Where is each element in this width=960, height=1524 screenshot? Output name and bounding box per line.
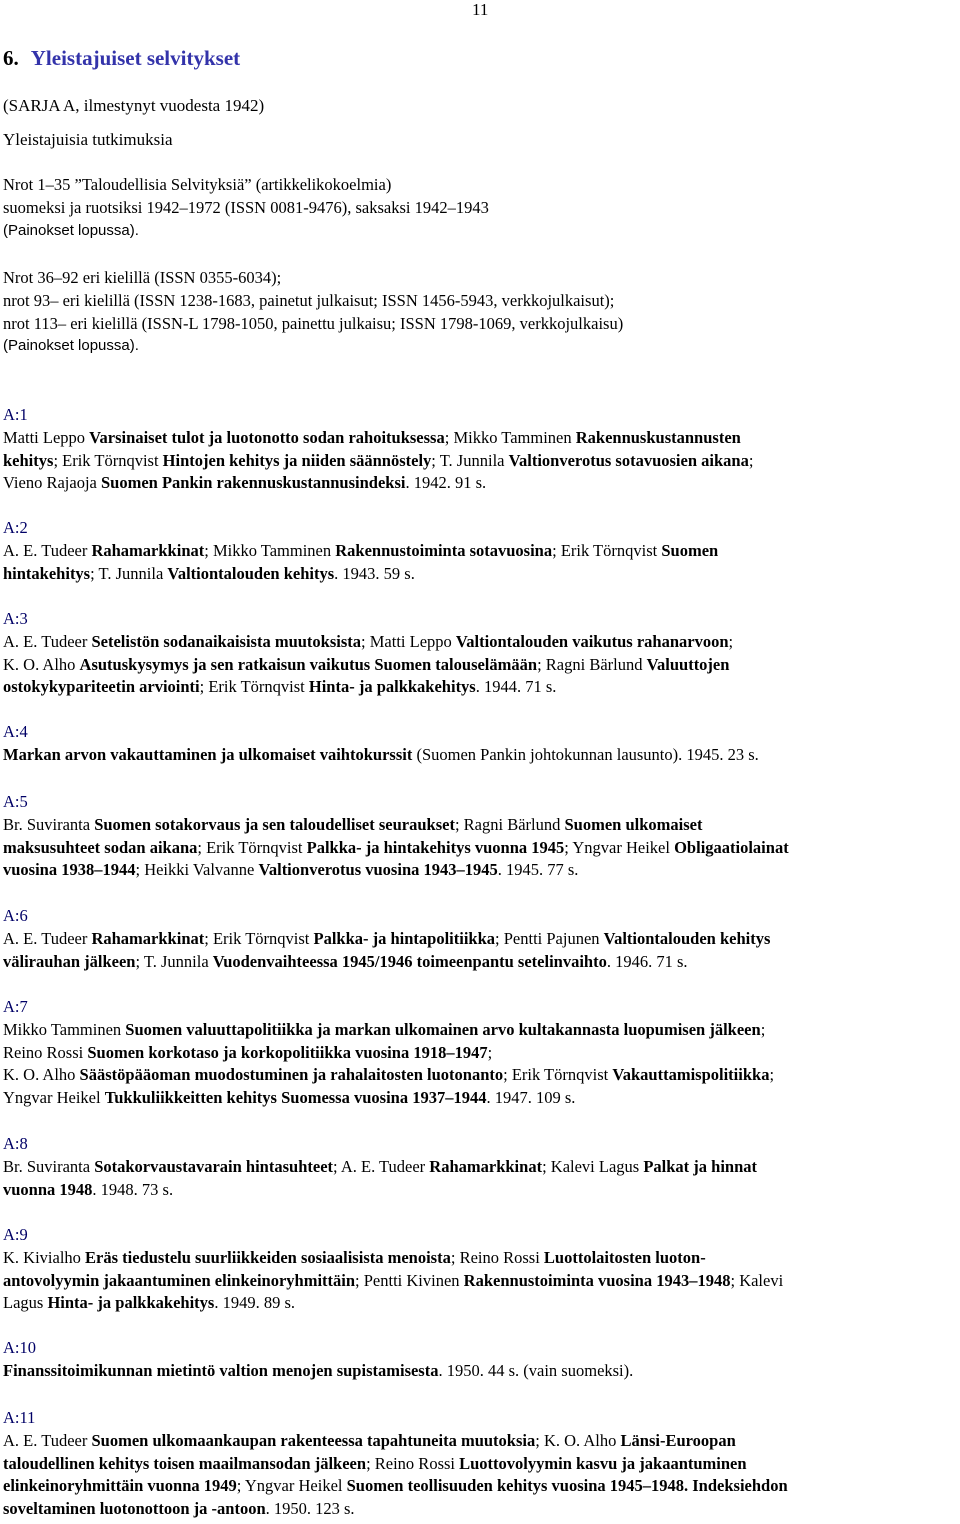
author-text: ; Reino Rossi: [366, 1453, 460, 1473]
intro2-line: nrot 113– eri kielillä (ISSN-L 1798-1050, painettu julkaisu; ISSN 1798-1069, verkkojulkaisu): [3, 313, 624, 333]
entry-line: [3, 859, 578, 882]
author-text: K. O. Alho: [3, 654, 80, 674]
publication-title: Suomen valuuttapolitiikka ja markan ulkomainen arvo kultakannasta luopumisen jälkeen: [125, 1019, 761, 1039]
entry-line: [3, 450, 753, 473]
publication-title: Valtiontalouden kehitys: [167, 563, 335, 583]
entry-label: A:3: [3, 609, 28, 628]
author-text: Br. Suviranta: [3, 814, 95, 834]
publication-title: Valuuttojen: [646, 654, 730, 674]
entry-line: [3, 951, 688, 974]
author-text: ; T. Junnila: [431, 450, 509, 470]
publication-title: Rakennustoiminta sotavuosina: [335, 540, 553, 560]
author-text: ; A. E. Tudeer: [333, 1156, 430, 1176]
author-text: A. E. Tudeer: [3, 540, 92, 560]
entry-line: [3, 1064, 774, 1087]
publication-title: Rahamarkkinat: [91, 540, 205, 560]
entry-line: [3, 1270, 783, 1293]
entry-line: [3, 1179, 173, 1202]
entry-label: A:6: [3, 906, 28, 925]
entry-label: A:8: [3, 1134, 28, 1153]
entry-line: [3, 676, 556, 699]
publication-title: Valtiontalouden kehitys: [603, 928, 771, 948]
author-text: . 1948. 73 s.: [92, 1179, 174, 1199]
author-text: ; Erik Törnqvist: [552, 540, 662, 560]
entry-line: [3, 563, 415, 586]
intro2-line: nrot 93– eri kielillä (ISSN 1238-1683, painetut julkaisut; ISSN 1456-5943, verkkojulkaisut);: [3, 290, 615, 310]
author-text: ; Mikko Tamminen: [444, 427, 576, 447]
publication-title: Luottolaitosten luoton-: [543, 1247, 706, 1267]
series-heading: (SARJA A, ilmestynyt vuodesta 1942): [3, 96, 265, 115]
entry-line: [3, 744, 759, 767]
author-text: Reino Rossi: [3, 1042, 88, 1062]
publication-title: Suomen teollisuuden kehitys vuosina 1945–1948.: [346, 1476, 689, 1496]
author-text: A. E. Tudeer: [3, 631, 92, 651]
entry-label: A:4: [3, 722, 28, 741]
entry-line: [3, 1042, 492, 1065]
author-text: ; Yngvar Heikel: [564, 837, 675, 857]
author-text: K. O. Alho: [3, 1065, 80, 1085]
entry-line: [3, 1430, 736, 1453]
author-text: . 1945. 77 s.: [497, 860, 579, 880]
author-text: Br. Suviranta: [3, 1156, 95, 1176]
entry-line: [3, 1453, 747, 1476]
publication-title: Hintojen kehitys ja niiden säännöstely: [162, 450, 432, 470]
author-text: . 1949. 89 s.: [214, 1293, 295, 1313]
publication-title: Rakennuskustannusten: [575, 427, 741, 447]
publication-title: kehitys: [3, 450, 54, 470]
entry-line: [3, 928, 770, 951]
entry-line: [3, 631, 733, 654]
publication-title: Indeksiehdon: [692, 1476, 788, 1496]
author-text: ; Erik Törnqvist: [503, 1065, 613, 1085]
author-text: ; Matti Leppo: [361, 631, 456, 651]
publication-title: Finanssitoimikunnan mietintö valtion menojen supistamisesta: [3, 1360, 439, 1380]
publication-title: ostokykypariteetin arviointi: [3, 677, 200, 697]
intro1-line: (Painokset lopussa).: [3, 221, 139, 239]
publication-title: Länsi-Euroopan: [620, 1430, 736, 1450]
entry-line: [3, 1292, 295, 1315]
publication-title: Rakennustoiminta vuosina 1943–1948: [463, 1270, 731, 1290]
entry-line: [3, 1498, 355, 1521]
author-text: Yngvar Heikel: [3, 1088, 105, 1108]
publication-title: vuosina 1938–1944: [3, 860, 136, 880]
author-text: ;: [728, 631, 734, 651]
publication-title: Valtionverotus sotavuosien aikana: [508, 450, 749, 470]
entry-label: A:2: [3, 518, 28, 537]
publication-title: antovolyymin jakaantuminen elinkeinoryhmittäin: [3, 1270, 356, 1290]
entry-line: [3, 427, 741, 450]
author-text: ; K. O. Alho: [535, 1430, 621, 1450]
section-heading: [3, 46, 240, 71]
author-text: . 1950. 44 s. (vain suomeksi).: [438, 1360, 634, 1380]
publication-title: Tukkuliikkeitten kehitys Suomessa vuosina 1937–1944: [104, 1088, 487, 1108]
entry-label: A:11: [3, 1408, 36, 1427]
publication-title: Vuodenvaihteessa 1945/1946 toimeenpantu setelinvaihto: [212, 951, 607, 971]
author-text: ; T. Junnila: [135, 951, 213, 971]
publication-title: Sotakorvaustavarain hintasuhteet: [94, 1156, 334, 1176]
entry-line: [3, 814, 702, 837]
entry-label: A:1: [3, 405, 28, 424]
publication-title: Suomen korkotaso ja korkopolitiikka vuosina 1918–1947: [87, 1042, 488, 1062]
author-text: Vieno Rajaoja: [3, 473, 101, 493]
publication-title: Suomen Pankin rakennuskustannusindeksi: [100, 473, 406, 493]
author-text: ;: [487, 1042, 493, 1062]
publication-title: Valtionverotus vuosina 1943–1945: [258, 860, 498, 880]
entry-line: [3, 1087, 575, 1110]
publication-title: soveltaminen luotonottoon ja -antoon: [3, 1499, 266, 1519]
entry-line: [3, 1019, 765, 1042]
publication-title: Palkka- ja hintapolitiikka: [313, 928, 496, 948]
publication-title: elinkeinoryhmittäin vuonna 1949: [3, 1476, 237, 1496]
publication-title: Obligaatiolainat: [674, 837, 789, 857]
author-text: ; Ragni Bärlund: [537, 654, 647, 674]
author-text: K. Kivialho: [3, 1247, 86, 1267]
publication-title: Eräs tiedustelu suurliikkeiden sosiaalisista menoista: [85, 1247, 451, 1267]
publication-title: välirauhan jälkeen: [3, 951, 136, 971]
publication-title: Vakauttamispolitiikka: [612, 1065, 770, 1085]
publication-title: Hinta- ja palkkakehitys: [308, 677, 476, 697]
publication-title: Suomen: [661, 540, 719, 560]
author-text: Lagus: [3, 1293, 48, 1313]
publication-title: vuonna 1948: [3, 1179, 93, 1199]
author-text: ;: [748, 450, 754, 470]
entry-line: [3, 1475, 788, 1498]
entry-label: A:10: [3, 1338, 36, 1357]
publication-title: Suomen ulkomaankaupan rakenteessa tapahtuneita muutoksia: [91, 1430, 536, 1450]
entry-line: [3, 837, 789, 860]
publication-title: Setelistön sodanaikaisista muutoksista: [91, 631, 362, 651]
intro1-line: suomeksi ja ruotsiksi 1942–1972 (ISSN 0081-9476), saksaksi 1942–1943: [3, 197, 489, 217]
intro2-line: Nrot 36–92 eri kielillä (ISSN 0355-6034);: [3, 268, 282, 287]
entry-line: [3, 1156, 757, 1179]
publication-title: Palkat ja hinnat: [643, 1156, 758, 1176]
author-text: ; Mikko Tamminen: [204, 540, 336, 560]
author-text: ;: [760, 1019, 766, 1039]
intro1-line: Nrot 1–35 ”Taloudellisia Selvityksiä” (artikkelikokoelmia): [3, 175, 392, 194]
author-text: ; Kalevi: [730, 1270, 784, 1290]
section-number: 6.: [3, 46, 19, 70]
entry-line: [3, 654, 729, 677]
author-text: A. E. Tudeer: [3, 928, 92, 948]
author-text: ; T. Junnila: [90, 563, 168, 583]
author-text: ; Pentti Kivinen: [355, 1270, 464, 1290]
publication-title: Suomen sotakorvaus ja sen taloudelliset seuraukset: [94, 814, 455, 834]
entry-line: [3, 1360, 633, 1383]
author-text: . 1950. 123 s.: [265, 1499, 355, 1519]
publication-title: Markan arvon vakauttaminen ja ulkomaiset vaihtokurssit: [3, 744, 413, 764]
publication-title: maksusuhteet sodan aikana: [3, 837, 198, 857]
author-text: ;: [769, 1065, 775, 1085]
author-text: ; Erik Törnqvist: [199, 677, 309, 697]
author-text: ; Pentti Pajunen: [495, 928, 604, 948]
publication-title: hintakehitys: [3, 563, 91, 583]
publication-title: Säästöpääoman muodostuminen ja rahalaitosten luotonanto: [79, 1065, 504, 1085]
publication-title: Valtiontalouden vaikutus rahanarvoon: [455, 631, 729, 651]
publication-title: Hinta- ja palkkakehitys: [47, 1293, 215, 1313]
author-text: . 1944. 71 s.: [475, 677, 557, 697]
publication-title: Varsinaiset tulot ja luotonotto sodan rahoituksessa: [89, 427, 445, 447]
author-text: ; Erik Törnqvist: [197, 837, 307, 857]
publication-title: Luottovolyymin kasvu ja jakaantuminen: [459, 1453, 747, 1473]
author-text: . 1943. 59 s.: [334, 563, 415, 583]
author-text: Matti Leppo: [3, 427, 90, 447]
publication-title: Suomen ulkomaiset: [564, 814, 703, 834]
author-text: ; Reino Rossi: [450, 1247, 544, 1267]
section-title: Yleistajuiset selvitykset: [30, 46, 241, 70]
entry-label: A:7: [3, 997, 28, 1016]
entry-label: A:5: [3, 792, 28, 811]
author-text: ; Erik Törnqvist: [53, 450, 163, 470]
publication-title: Palkka- ja hintakehitys vuonna 1945: [306, 837, 565, 857]
publication-title: Asutuskysymys ja sen ratkaisun vaikutus Suomen talouselämään: [79, 654, 538, 674]
entry-line: [3, 1247, 706, 1270]
author-text: ; Yngvar Heikel: [236, 1476, 347, 1496]
author-text: . 1946. 71 s.: [606, 951, 688, 971]
author-text: Mikko Tamminen: [3, 1019, 126, 1039]
entry-label: A:9: [3, 1225, 28, 1244]
series-subheading: Yleistajuisia tutkimuksia: [3, 130, 173, 149]
author-text: (Suomen Pankin johtokunnan lausunto). 1945. 23 s.: [412, 744, 759, 764]
publication-title: Rahamarkkinat: [429, 1156, 543, 1176]
publication-title: Rahamarkkinat: [91, 928, 205, 948]
intro2-line: (Painokset lopussa).: [3, 337, 139, 355]
author-text: ; Kalevi Lagus: [542, 1156, 644, 1176]
author-text: ; Heikki Valvanne: [135, 860, 259, 880]
author-text: ; Ragni Bärlund: [454, 814, 565, 834]
author-text: . 1947. 109 s.: [486, 1088, 576, 1108]
author-text: . 1942. 91 s.: [405, 473, 487, 493]
entry-line: [3, 540, 718, 563]
page-number: 11: [472, 0, 489, 19]
entry-line: [3, 472, 486, 495]
author-text: ; Erik Törnqvist: [204, 928, 314, 948]
author-text: A. E. Tudeer: [3, 1430, 92, 1450]
publication-title: taloudellinen kehitys toisen maailmansodan jälkeen: [3, 1453, 367, 1473]
